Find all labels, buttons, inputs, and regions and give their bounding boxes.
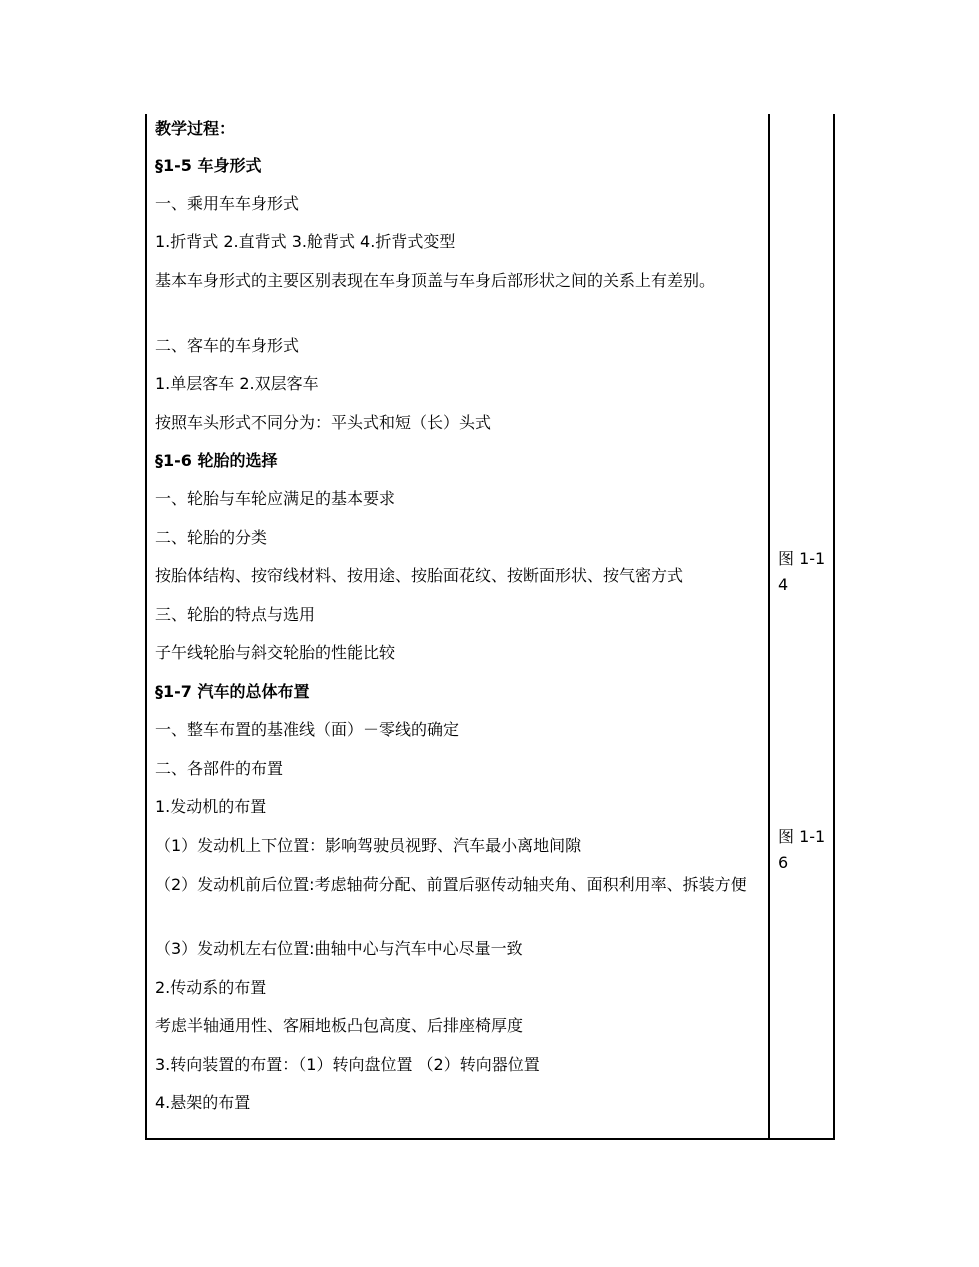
lesson-table — [145, 114, 835, 1140]
section-title: §1-5 车身形式 — [155, 156, 262, 175]
text-paragraph: （2）发动机前后位置:考虑轴荷分配、前置后驱传动轴夹角、面积利用率、拆装方便 — [155, 875, 747, 894]
text-line: 4.悬架的布置 — [155, 1093, 251, 1112]
figure-reference: 图 1-16 — [778, 827, 826, 872]
text-line: 2.传动系的布置 — [155, 978, 267, 997]
text-line: 1.折背式 2.直背式 3.舱背式 4.折背式变型 — [155, 232, 456, 251]
text-line: 子午线轮胎与斜交轮胎的性能比较 — [155, 643, 396, 662]
text-line: 一、轮胎与车轮应满足的基本要求 — [155, 489, 396, 508]
text-line: 一、整车布置的基准线（面）－零线的确定 — [155, 720, 460, 739]
section-title: §1-6 轮胎的选择 — [155, 451, 278, 470]
text-line: 1.发动机的布置 — [155, 797, 267, 816]
text-line: 1.单层客车 2.双层客车 — [155, 374, 319, 393]
column-divider — [768, 114, 770, 1138]
text-line: （3）发动机左右位置:曲轴中心与汽车中心尽量一致 — [155, 939, 523, 958]
text-line: 3.转向装置的布置：（1）转向盘位置 （2）转向器位置 — [155, 1055, 540, 1074]
text-line: 按照车头形式不同分为：平头式和短（长）头式 — [155, 413, 492, 432]
text-line: 三、轮胎的特点与选用 — [155, 605, 316, 624]
text-line: 二、各部件的布置 — [155, 759, 284, 778]
text-line: 按胎体结构、按帘线材料、按用途、按胎面花纹、按断面形状、按气密方式 — [155, 566, 684, 585]
text-line: 一、乘用车车身形式 — [155, 194, 300, 213]
text-line: （1）发动机上下位置：影响驾驶员视野、汽车最小离地间隙 — [155, 836, 582, 855]
text-line: 二、客车的车身形式 — [155, 336, 300, 355]
section-title: §1-7 汽车的总体布置 — [155, 682, 310, 701]
section-heading: 教学过程： — [155, 119, 236, 138]
teaching-process-column — [147, 114, 768, 1138]
text-line: 考虑半轴通用性、客厢地板凸包高度、后排座椅厚度 — [155, 1016, 524, 1035]
figure-reference: 图 1-14 — [778, 549, 826, 594]
text-line: 二、轮胎的分类 — [155, 528, 268, 547]
text-paragraph: 基本车身形式的主要区别表现在车身顶盖与车身后部形状之间的关系上有差别。 — [155, 271, 716, 290]
